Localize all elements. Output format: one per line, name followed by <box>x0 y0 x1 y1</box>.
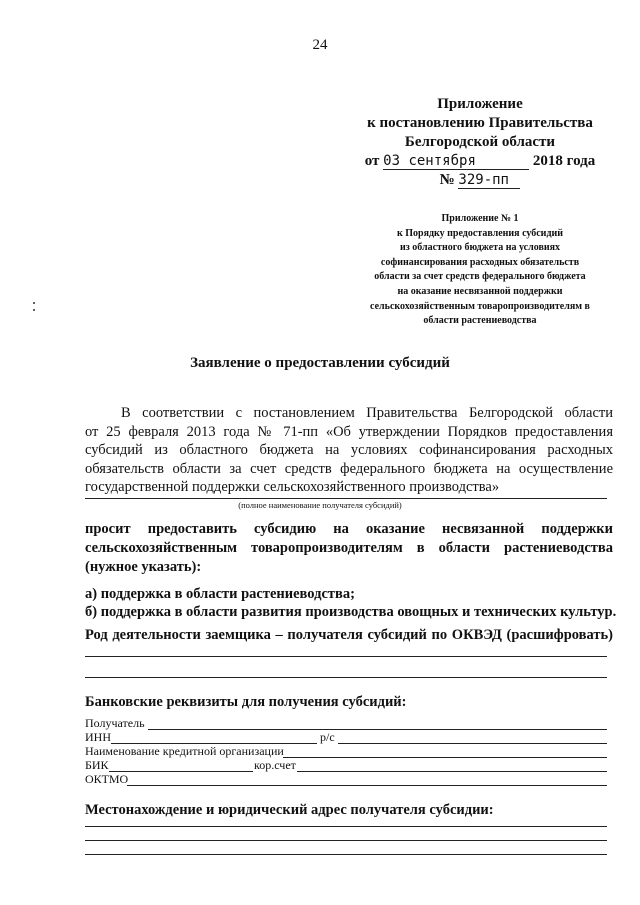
activity-field-line[interactable] <box>85 677 607 678</box>
number-value: 329-пп <box>458 172 520 189</box>
bank-name-label: Наименование кредитной организации <box>85 744 284 758</box>
intro-line: от 25 февраля 2013 года № 71-пп «Об утверждении Порядков предоставления <box>85 423 613 440</box>
activity-field-line[interactable] <box>85 656 607 657</box>
request-paragraph <box>85 520 613 577</box>
bank-name-field[interactable] <box>283 757 607 758</box>
activity-label: Род деятельности заемщика – получателя субсидий по ОКВЭД (расшифровать) <box>85 627 613 643</box>
date-value: 03 сентября <box>383 153 529 170</box>
appendix-date <box>340 151 620 171</box>
sub-appendix-title: Приложение № 1 <box>441 213 519 224</box>
appendix-title: Приложение <box>437 96 523 112</box>
account-label: р/с <box>320 730 335 744</box>
recipient-field[interactable] <box>148 729 607 730</box>
intro-line: В соответствии с постановлением Правительства Белгородской области <box>121 405 613 421</box>
appendix-line-1: к постановлению Правительства <box>367 115 593 131</box>
inn-label: ИНН <box>85 730 111 744</box>
sub-appendix-line: из областного бюджета на условиях <box>399 242 561 254</box>
form-title: Заявление о предоставлении субсидий <box>190 355 450 371</box>
request-line: (нужное указать): <box>85 559 202 575</box>
appendix-number <box>340 170 620 190</box>
scan-speck <box>33 302 35 304</box>
bik-label: БИК <box>85 758 109 772</box>
option-a: а) поддержка в области растениеводства; <box>85 586 355 602</box>
intro-line: обязательств области за счет средств федерального бюджета на осуществление <box>85 460 613 477</box>
sub-appendix-line: на оказание несвязанной поддержки <box>397 285 563 297</box>
intro-line: субсидий из областного бюджета на условиях софинансирования расходных <box>85 442 613 459</box>
recipient-name-field[interactable] <box>85 498 607 499</box>
date-prefix: от <box>364 153 380 169</box>
bik-field[interactable] <box>109 771 253 772</box>
sub-appendix <box>330 212 630 329</box>
address-label: Местонахождение и юридический адрес получателя субсидии: <box>85 802 494 818</box>
intro-paragraph <box>85 404 613 497</box>
corr-account-label: кор.счет <box>254 758 296 772</box>
sub-appendix-line: области растениеводства <box>423 315 537 327</box>
request-line: сельскохозяйственным товаропроизводителям в области растениеводства <box>85 540 613 556</box>
bank-heading: Банковские реквизиты для получения субсидий: <box>85 694 407 710</box>
account-field[interactable] <box>338 743 607 744</box>
date-suffix: 2018 года <box>532 153 596 169</box>
option-b: б) поддержка в области развития производства овощных и технических культур. <box>85 604 617 620</box>
recipient-caption: (полное наименование получателя субсидий) <box>238 500 402 510</box>
intro-line: государственной поддержки сельскохозяйственного производства» <box>85 479 500 496</box>
oktmo-label: ОКТМО <box>85 772 129 786</box>
appendix-line-2: Белгородской области <box>404 134 556 150</box>
request-line: просит предоставить субсидию на оказание несвязанной поддержки <box>85 521 613 537</box>
sub-appendix-line: к Порядку предоставления субсидий <box>396 227 564 239</box>
page-number: 24 <box>312 37 328 53</box>
sub-appendix-line: софинансирования расходных обязательств <box>380 256 580 268</box>
address-field-line[interactable] <box>85 854 607 855</box>
sub-appendix-line: сельскохозяйственным товаропроизводителям в <box>370 300 590 312</box>
sub-appendix-line: области за счет средств федерального бюджета <box>374 271 586 283</box>
scan-speck <box>33 309 35 311</box>
oktmo-field[interactable] <box>127 785 607 786</box>
recipient-label: Получатель <box>85 716 145 730</box>
corr-account-field[interactable] <box>297 771 607 772</box>
address-field-line[interactable] <box>85 826 607 827</box>
address-field-line[interactable] <box>85 840 607 841</box>
number-prefix: № <box>439 172 455 188</box>
